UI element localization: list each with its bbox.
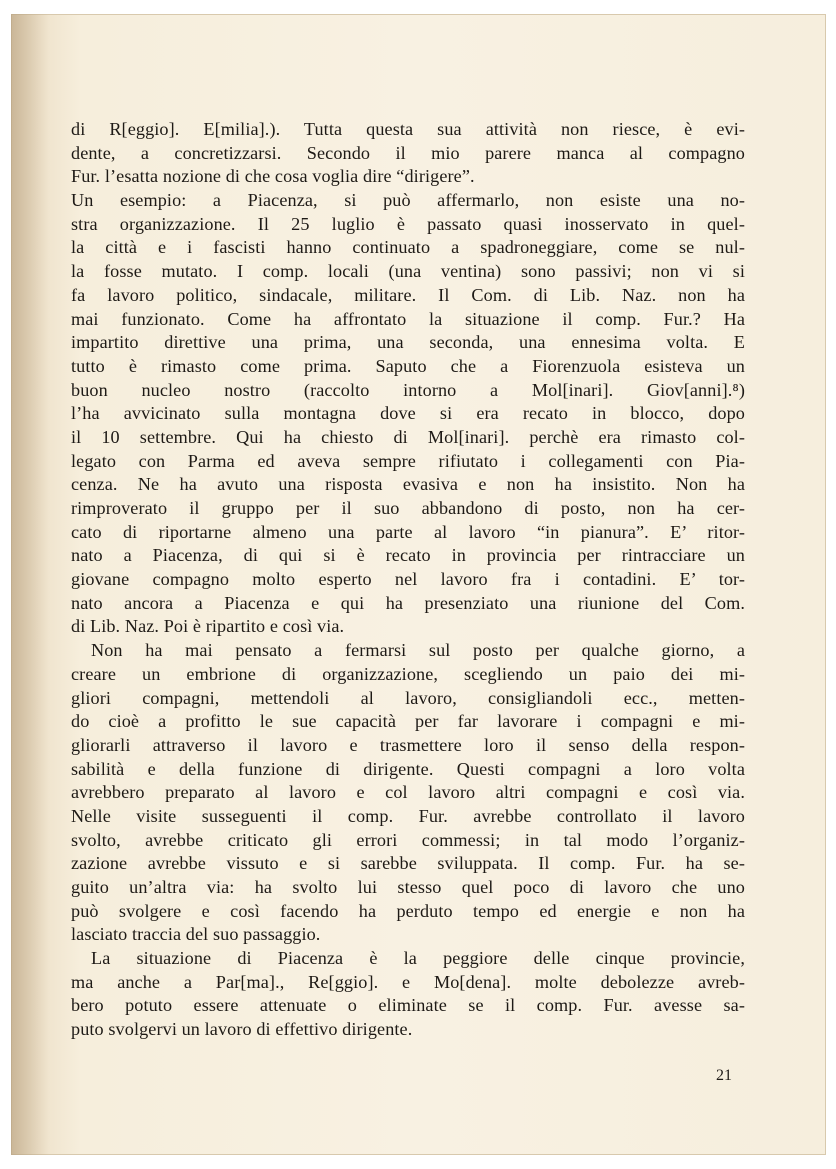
- text-line: guito un’altra via: ha svolto lui stesso quel poco di lavoro che uno: [71, 877, 745, 897]
- text-line: Non ha mai pensato a fermarsi sul posto per qualche giorno, a: [91, 640, 745, 661]
- text-line: svolto, avrebbe criticato gli errori commessi; in tal modo l’organiz-: [71, 829, 745, 850]
- text-line: cenza. Ne ha avuto una risposta evasiva e non ha insistito. Non ha: [71, 474, 745, 495]
- text-line: Nelle visite susseguenti il comp. Fur. avrebbe controllato il lavoro: [71, 805, 745, 826]
- text-line: impartito direttive una prima, una seconda, una ennesima volta. E: [71, 332, 745, 353]
- text-line: il 10 settembre. Qui ha chiesto di Mol[inari]. perchè era rimasto col-: [71, 426, 745, 447]
- text-line: dente, a concretizzarsi. Secondo il mio parere manca al compagno: [71, 142, 745, 163]
- text-line: la città e i fascisti hanno continuato a spadroneggiare, come se nul-: [71, 237, 745, 258]
- text-line: ma anche a Par[ma]., Re[ggio]. e Mo[dena]. molte debolezze avreb-: [71, 971, 745, 992]
- text-line: gliori compagni, mettendoli al lavoro, consigliandoli ecc., metten-: [71, 687, 745, 708]
- text-line: stra organizzazione. Il 25 luglio è passato quasi inosservato in quel-: [71, 213, 745, 234]
- text-line: sabilità e della funzione di dirigente. Questi compagni a loro volta: [71, 758, 745, 779]
- text-line: di Lib. Naz. Poi è ripartito e così via.: [71, 616, 345, 637]
- text-line: avrebbero preparato al lavoro e col lavoro altri compagni e così via.: [71, 782, 745, 803]
- text-line: buon nucleo nostro (raccolto intorno a Mol[inari]. Giov[anni].⁸): [71, 379, 745, 400]
- text-line: l’ha avvicinato sulla montagna dove si era recato in blocco, dopo: [71, 403, 745, 424]
- body-text: [71, 118, 745, 1042]
- text-line: lasciato traccia del suo passaggio.: [71, 924, 321, 945]
- page-gutter-shadow: [11, 14, 49, 1155]
- text-line: nato ancora a Piacenza e qui ha presenziato una riunione del Com.: [71, 592, 745, 613]
- text-line: tutto è rimasto come prima. Saputo che a Fiorenzuola esisteva un: [71, 355, 745, 376]
- text-line: fa lavoro politico, sindacale, militare. Il Com. di Lib. Naz. non ha: [71, 284, 745, 305]
- text-line: di R[eggio]. E[milia].). Tutta questa sua attività non riesce, è evi-: [71, 119, 745, 139]
- text-line: gliorarli attraverso il lavoro e trasmettere loro il senso della respon-: [71, 734, 745, 755]
- text-line: mai funzionato. Come ha affrontato la situazione il comp. Fur.? Ha: [71, 308, 745, 329]
- page-number: 21: [716, 1067, 732, 1084]
- text-line: do cioè a profitto le sue capacità per far lavorare i compagni e mi-: [71, 711, 745, 732]
- text-line: creare un embrione di organizzazione, scegliendo un paio dei mi-: [71, 663, 745, 684]
- text-line: Un esempio: a Piacenza, si può affermarlo, non esiste una no-: [71, 190, 745, 211]
- text-line: giovane compagno molto esperto nel lavoro fra i contadini. E’ tor-: [71, 569, 745, 590]
- text-line: bero potuto essere attenuate o eliminate se il comp. Fur. avesse sa-: [71, 995, 745, 1016]
- text-line: Fur. l’esatta nozione di che cosa voglia dire “dirigere”.: [71, 166, 475, 187]
- text-line: la fosse mutato. I comp. locali (una ventina) sono passivi; non vi si: [71, 261, 745, 282]
- text-line: zazione avrebbe vissuto e si sarebbe sviluppata. Il comp. Fur. ha se-: [71, 853, 745, 874]
- book-page: [11, 14, 826, 1155]
- text-line: La situazione di Piacenza è la peggiore delle cinque provincie,: [91, 948, 745, 969]
- text-line: rimproverato il gruppo per il suo abbandono di posto, non ha cer-: [71, 498, 745, 518]
- text-line: cato di riportarne almeno una parte al lavoro “in pianura”. E’ ritor-: [71, 521, 745, 542]
- text-line: può svolgere e così facendo ha perduto tempo ed energie e non ha: [71, 900, 745, 921]
- text-line: puto svolgervi un lavoro di effettivo dirigente.: [71, 1019, 413, 1040]
- text-line: nato a Piacenza, di qui si è recato in provincia per rintracciare un: [71, 545, 745, 566]
- text-line: legato con Parma ed aveva sempre rifiutato i collegamenti con Pia-: [71, 450, 745, 471]
